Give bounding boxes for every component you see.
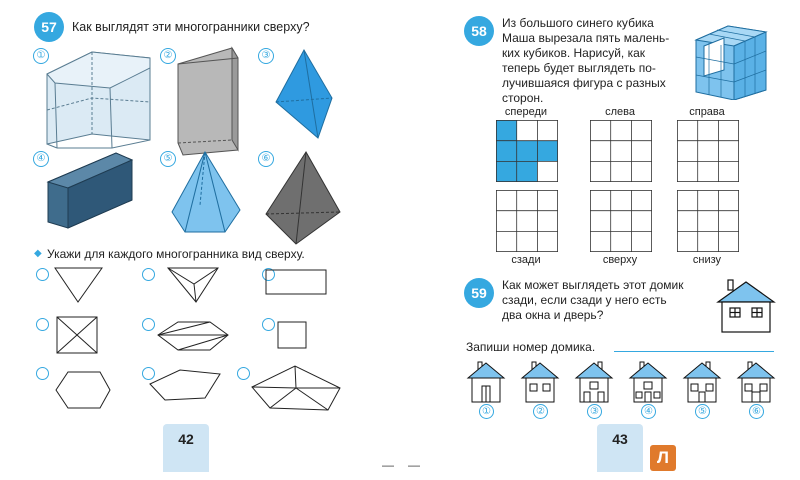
pentagonal-pyramid-5 — [172, 152, 240, 232]
house-option-2 — [522, 362, 558, 402]
shape-number-2: ② — [160, 48, 176, 64]
top-view-options — [0, 260, 400, 420]
house-number-5: ⑤ — [695, 404, 710, 419]
top-view-square-crossed — [57, 317, 97, 353]
house-options — [462, 360, 782, 406]
house-number-1: ① — [479, 404, 494, 419]
view-label-left: слева — [605, 106, 635, 118]
top-view-pentagon — [150, 370, 220, 400]
shape-number-5: ⑤ — [160, 151, 176, 167]
answer-line[interactable] — [614, 351, 774, 352]
gutter-dash: — — [408, 458, 420, 472]
tetrahedron-3 — [276, 50, 332, 138]
top-view-hexagon-lines — [158, 322, 228, 350]
shape-number-3: ③ — [258, 48, 274, 64]
task-59-line: сзади, если сзади у него есть — [502, 293, 667, 307]
grid-back[interactable] — [496, 190, 558, 252]
task-57-question: Как выглядят эти многогранники сверху? — [72, 20, 310, 34]
grid-right[interactable] — [677, 120, 739, 182]
house-main-icon — [716, 276, 776, 334]
task-59-text — [502, 278, 722, 323]
top-view-triangle — [55, 268, 102, 302]
rectangular-prism-4 — [48, 153, 132, 228]
answer-prompt: Запиши номер домика. — [466, 340, 596, 354]
house-option-3 — [576, 362, 612, 402]
view-label-right: справа — [689, 106, 725, 118]
view-label-top: сверху — [602, 254, 638, 266]
shape-number-1: ① — [33, 48, 49, 64]
task-58-text — [502, 16, 687, 106]
publisher-logo: Л — [650, 445, 676, 471]
house-option-5 — [684, 362, 720, 402]
shape-number-4: ④ — [33, 151, 49, 167]
view-label-front: спереди — [504, 106, 548, 118]
house-number-6: ⑥ — [749, 404, 764, 419]
task-59-badge: 59 — [464, 278, 494, 308]
polyhedra-drawings — [0, 0, 400, 260]
top-view-small-square — [278, 322, 306, 348]
top-view-rectangle — [266, 270, 326, 294]
house-option-1 — [468, 362, 504, 402]
task-58-badge: 58 — [464, 16, 494, 46]
view-label-back: сзади — [511, 254, 541, 266]
instruction-bullet: ◆ — [34, 248, 42, 259]
pentagonal-prism-1 — [47, 52, 150, 148]
top-view-triangle-pyramid — [168, 268, 218, 302]
triangular-prism-2 — [178, 48, 238, 155]
house-number-2: ② — [533, 404, 548, 419]
house-number-4: ④ — [641, 404, 656, 419]
task-59-line: два окна и дверь? — [502, 308, 604, 322]
gutter-dash: — — [382, 458, 394, 472]
task-59-line: Как может выглядеть этот домик — [502, 278, 684, 292]
task-58-line: Маша вырезала пять малень- — [502, 31, 670, 45]
house-number-3: ③ — [587, 404, 602, 419]
grid-top[interactable] — [590, 190, 652, 252]
task-57-badge: 57 — [34, 12, 64, 42]
task-58-line: сторон. — [502, 91, 544, 105]
page-number-tab: 42 — [163, 424, 209, 472]
triangular-pyramid-6 — [266, 152, 340, 244]
house-option-6 — [738, 362, 774, 402]
house-option-4 — [630, 362, 666, 402]
task-58-line: ких кубиков. Нарисуй, как — [502, 46, 646, 60]
task-58-line: лучившаяся фигура с разных — [502, 76, 666, 90]
cube-figure — [690, 10, 780, 100]
right-page — [400, 0, 800, 480]
top-view-pentagon-star — [252, 366, 340, 410]
grid-front[interactable] — [496, 120, 558, 182]
view-label-bottom: снизу — [692, 254, 722, 266]
task-58-line: Из большого синего кубика — [502, 16, 654, 30]
grid-bottom[interactable] — [677, 190, 739, 252]
task-58-line: теперь будет выглядеть по- — [502, 61, 656, 75]
task-57-instruction: Укажи для каждого многогранника вид сверху. — [47, 247, 305, 261]
shape-number-6: ⑥ — [258, 151, 274, 167]
top-view-hexagon — [56, 372, 110, 408]
grid-left[interactable] — [590, 120, 652, 182]
page-number-tab: 43 — [597, 424, 643, 472]
